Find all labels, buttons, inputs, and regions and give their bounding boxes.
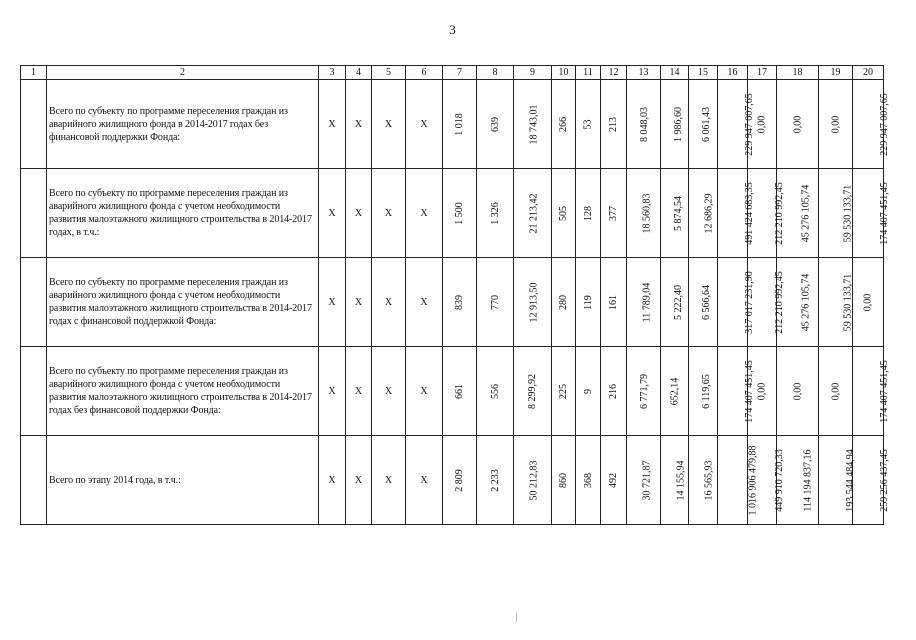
cross-mark-cell: X [319, 258, 346, 347]
value-cell [601, 436, 627, 525]
value-cell [689, 436, 718, 525]
value-cell [819, 347, 853, 436]
value-text: 212 210 992,45 [773, 181, 785, 245]
value-cell [689, 347, 718, 436]
value-text: 14 155,94 [675, 460, 687, 500]
value-text: 128 [582, 205, 594, 221]
value-cell [514, 347, 552, 436]
value-text: 5 222,40 [673, 284, 684, 320]
cross-mark-cell: X [346, 258, 372, 347]
table-row [21, 169, 884, 258]
value-text: 556 [489, 383, 501, 399]
value-cell [853, 169, 890, 258]
cross-mark-cell: X [406, 80, 443, 169]
value-text: 492 [608, 472, 619, 488]
row-index-cell [21, 347, 47, 436]
value-text: 174 407 451,45 [878, 181, 890, 245]
cross-mark-cell: X [406, 347, 443, 436]
value-cell [477, 347, 514, 436]
value-text: 0,00 [756, 382, 768, 400]
value-text: 0,00 [792, 382, 803, 400]
column-number: 13 [627, 66, 661, 80]
value-text: 505 [558, 205, 569, 221]
value-text: 216 [608, 383, 619, 399]
row-index-cell [21, 169, 47, 258]
value-cell [718, 436, 759, 525]
value-cell [627, 169, 661, 258]
value-text: 0,00 [792, 115, 803, 133]
value-cell [819, 169, 853, 258]
cross-mark-cell: X [319, 80, 346, 169]
page-number: 3 [449, 22, 456, 37]
row-index-cell [21, 80, 47, 169]
cross-mark-cell: X [346, 347, 372, 436]
cross-mark-cell: X [346, 169, 372, 258]
value-cell [601, 169, 627, 258]
value-cell [718, 347, 755, 436]
value-text: 2 233 [489, 468, 501, 492]
table-row [21, 80, 884, 169]
value-cell [514, 80, 552, 169]
value-cell [443, 347, 477, 436]
value-text: 1 016 906 479,88 [747, 445, 759, 515]
cross-mark-cell: X [406, 258, 443, 347]
value-text: 0,00 [756, 115, 768, 133]
value-cell [853, 347, 890, 436]
column-number: 8 [477, 66, 514, 80]
column-number: 10 [552, 66, 576, 80]
value-text: 16 565,93 [703, 460, 715, 500]
cross-mark-cell: X [406, 436, 443, 525]
value-text: 1 018 [454, 112, 465, 136]
value-text: 652,14 [669, 377, 681, 405]
value-cell [443, 258, 477, 347]
value-cell [576, 436, 601, 525]
value-text: 1 986,60 [673, 106, 684, 142]
table-row [21, 347, 884, 436]
housing-resettlement-table [20, 65, 890, 525]
value-cell [601, 80, 627, 169]
value-text: 639 [489, 116, 501, 132]
cross-mark-cell: X [346, 436, 372, 525]
value-text: 6 119,65 [700, 373, 712, 409]
column-number: 6 [406, 66, 443, 80]
value-text: 59 530 133,71 [842, 273, 854, 331]
value-cell [576, 258, 601, 347]
cross-mark-cell: X [372, 169, 406, 258]
cross-mark-cell: X [346, 80, 372, 169]
value-text: 661 [454, 383, 465, 399]
value-text: 2 809 [454, 468, 465, 492]
column-number: 20 [853, 66, 884, 80]
value-text: 5 874,54 [673, 195, 684, 231]
value-text: 12 686,29 [703, 193, 715, 233]
value-cell [853, 436, 890, 525]
value-cell [661, 258, 689, 347]
value-cell [576, 80, 601, 169]
row-index-cell [21, 258, 47, 347]
value-text: 174 407 451,45 [878, 359, 890, 423]
value-cell [689, 80, 718, 169]
value-text: 1 500 [454, 201, 465, 225]
value-text: 174 407 451,45 [743, 359, 755, 423]
value-text: 18 560,83 [641, 193, 653, 233]
value-text: 839 [454, 294, 465, 310]
cross-mark-cell: X [319, 347, 346, 436]
value-text: 21 213,42 [528, 193, 540, 233]
column-number: 7 [443, 66, 477, 80]
value-cell [718, 80, 755, 169]
column-number: 16 [718, 66, 748, 80]
column-number: 3 [319, 66, 346, 80]
cross-mark-cell: X [319, 169, 346, 258]
value-cell [514, 436, 552, 525]
row-index-cell [21, 436, 47, 525]
value-cell [777, 80, 819, 169]
value-text: 377 [608, 205, 619, 221]
row-description: Всего по субъекту по программе переселения граждан из аварийного жилищного фонда в 2014-2017 годах без финансовой поддержки Фонда: [47, 80, 319, 169]
value-cell [552, 80, 576, 169]
value-cell [477, 80, 514, 169]
cross-mark-cell: X [319, 436, 346, 525]
value-cell [661, 80, 689, 169]
value-text: 50 212,83 [528, 460, 540, 500]
value-text: 9 [582, 388, 594, 394]
value-cell [552, 436, 576, 525]
value-text: 119 [582, 294, 594, 310]
value-cell [627, 347, 661, 436]
value-cell [443, 169, 477, 258]
value-cell [853, 258, 884, 347]
cross-mark-cell: X [406, 169, 443, 258]
column-number-row [21, 66, 884, 80]
value-text: 45 276 105,74 [800, 273, 812, 331]
column-number: 11 [576, 66, 601, 80]
value-text: 212 210 992,45 [773, 270, 785, 334]
value-cell [477, 436, 514, 525]
scan-mark [516, 612, 517, 622]
value-text: 280 [558, 294, 569, 310]
value-text: 225 [558, 383, 569, 399]
value-cell [661, 436, 689, 525]
table-row [21, 436, 884, 525]
value-text: 8 299,92 [527, 373, 538, 409]
value-text: 6 061,43 [701, 106, 712, 142]
column-number: 18 [777, 66, 819, 80]
value-cell [627, 436, 661, 525]
cross-mark-cell: X [372, 347, 406, 436]
value-text: 30 721,87 [641, 460, 653, 500]
value-cell [443, 80, 477, 169]
column-number: 14 [661, 66, 689, 80]
value-text: 59 530 133,71 [842, 184, 854, 242]
value-text: 266 [558, 116, 569, 132]
value-text: 0,00 [830, 115, 841, 133]
value-text: 45 276 105,74 [800, 184, 812, 242]
value-cell [552, 169, 576, 258]
value-cell [477, 258, 514, 347]
value-cell [718, 258, 755, 347]
row-description: Всего по субъекту по программе переселения граждан из аварийного жилищного фонда с учетом необходимости развития малоэтажного жилищного строительства в 2014-2017 годах без финансовой поддержки Фонда: [47, 347, 319, 436]
value-cell [853, 80, 890, 169]
value-text: 770 [489, 294, 501, 310]
value-text: 12 913,50 [528, 282, 540, 322]
value-cell [627, 80, 661, 169]
value-cell [819, 258, 853, 347]
value-text: 368 [582, 472, 594, 488]
column-number: 12 [601, 66, 627, 80]
value-text: 213 [608, 116, 619, 132]
value-cell [552, 258, 576, 347]
value-text: 860 [558, 472, 569, 488]
value-cell [514, 169, 552, 258]
value-text: 161 [608, 294, 619, 310]
column-number: 1 [21, 66, 47, 80]
value-text: 6 566,64 [701, 284, 712, 320]
column-number: 9 [514, 66, 552, 80]
value-text: 193 544 484,94 [844, 448, 856, 512]
value-text: 11 789,04 [641, 282, 653, 322]
value-cell [689, 169, 718, 258]
value-text: 491 424 683,35 [743, 181, 755, 245]
value-text: 229 947 007,65 [878, 92, 890, 156]
value-cell [443, 436, 477, 525]
value-text: 53 [582, 119, 594, 129]
value-text: 18 743,01 [528, 104, 540, 144]
value-text: 449 910 720,33 [773, 448, 785, 512]
value-cell [819, 80, 853, 169]
value-cell [689, 258, 718, 347]
cross-mark-cell: X [372, 436, 406, 525]
row-description: Всего по субъекту по программе переселения граждан из аварийного жилищного фонда с учетом необходимости развития малоэтажного жилищного строительства в 2014-2017 годах, в т.ч.: [47, 169, 319, 258]
value-text: 0,00 [862, 293, 874, 311]
row-description: Всего по субъекту по программе переселения граждан из аварийного жилищного фонда с учетом необходимости развития малоэтажного жилищного строительства в 2014-2017 годах с финансовой поддержкой Фонда: [47, 258, 319, 347]
column-number: 17 [748, 66, 777, 80]
column-number: 4 [346, 66, 372, 80]
value-text: 114 194 837,16 [802, 448, 814, 512]
value-cell [718, 169, 755, 258]
value-text: 1 326 [489, 201, 501, 225]
value-text: 317 017 231,90 [743, 270, 755, 334]
value-cell [601, 258, 627, 347]
value-cell [576, 347, 601, 436]
value-cell [777, 347, 819, 436]
value-cell [552, 347, 576, 436]
value-cell [477, 169, 514, 258]
row-description: Всего по этапу 2014 года, в т.ч.: [47, 436, 319, 525]
column-number: 19 [819, 66, 853, 80]
value-text: 6 771,79 [639, 373, 650, 409]
cross-mark-cell: X [372, 80, 406, 169]
column-number: 15 [689, 66, 718, 80]
value-cell [514, 258, 552, 347]
value-cell [601, 347, 627, 436]
value-cell [819, 436, 856, 525]
value-text: 229 947 007,65 [743, 92, 755, 156]
column-number: 5 [372, 66, 406, 80]
cross-mark-cell: X [372, 258, 406, 347]
value-cell [576, 169, 601, 258]
value-cell [661, 347, 689, 436]
column-number: 2 [47, 66, 319, 80]
value-text: 8 048,03 [639, 106, 650, 142]
value-text: 259 256 437,45 [878, 448, 890, 512]
value-cell [661, 169, 689, 258]
table-row [21, 258, 884, 347]
value-cell [627, 258, 661, 347]
value-text: 0,00 [830, 382, 841, 400]
